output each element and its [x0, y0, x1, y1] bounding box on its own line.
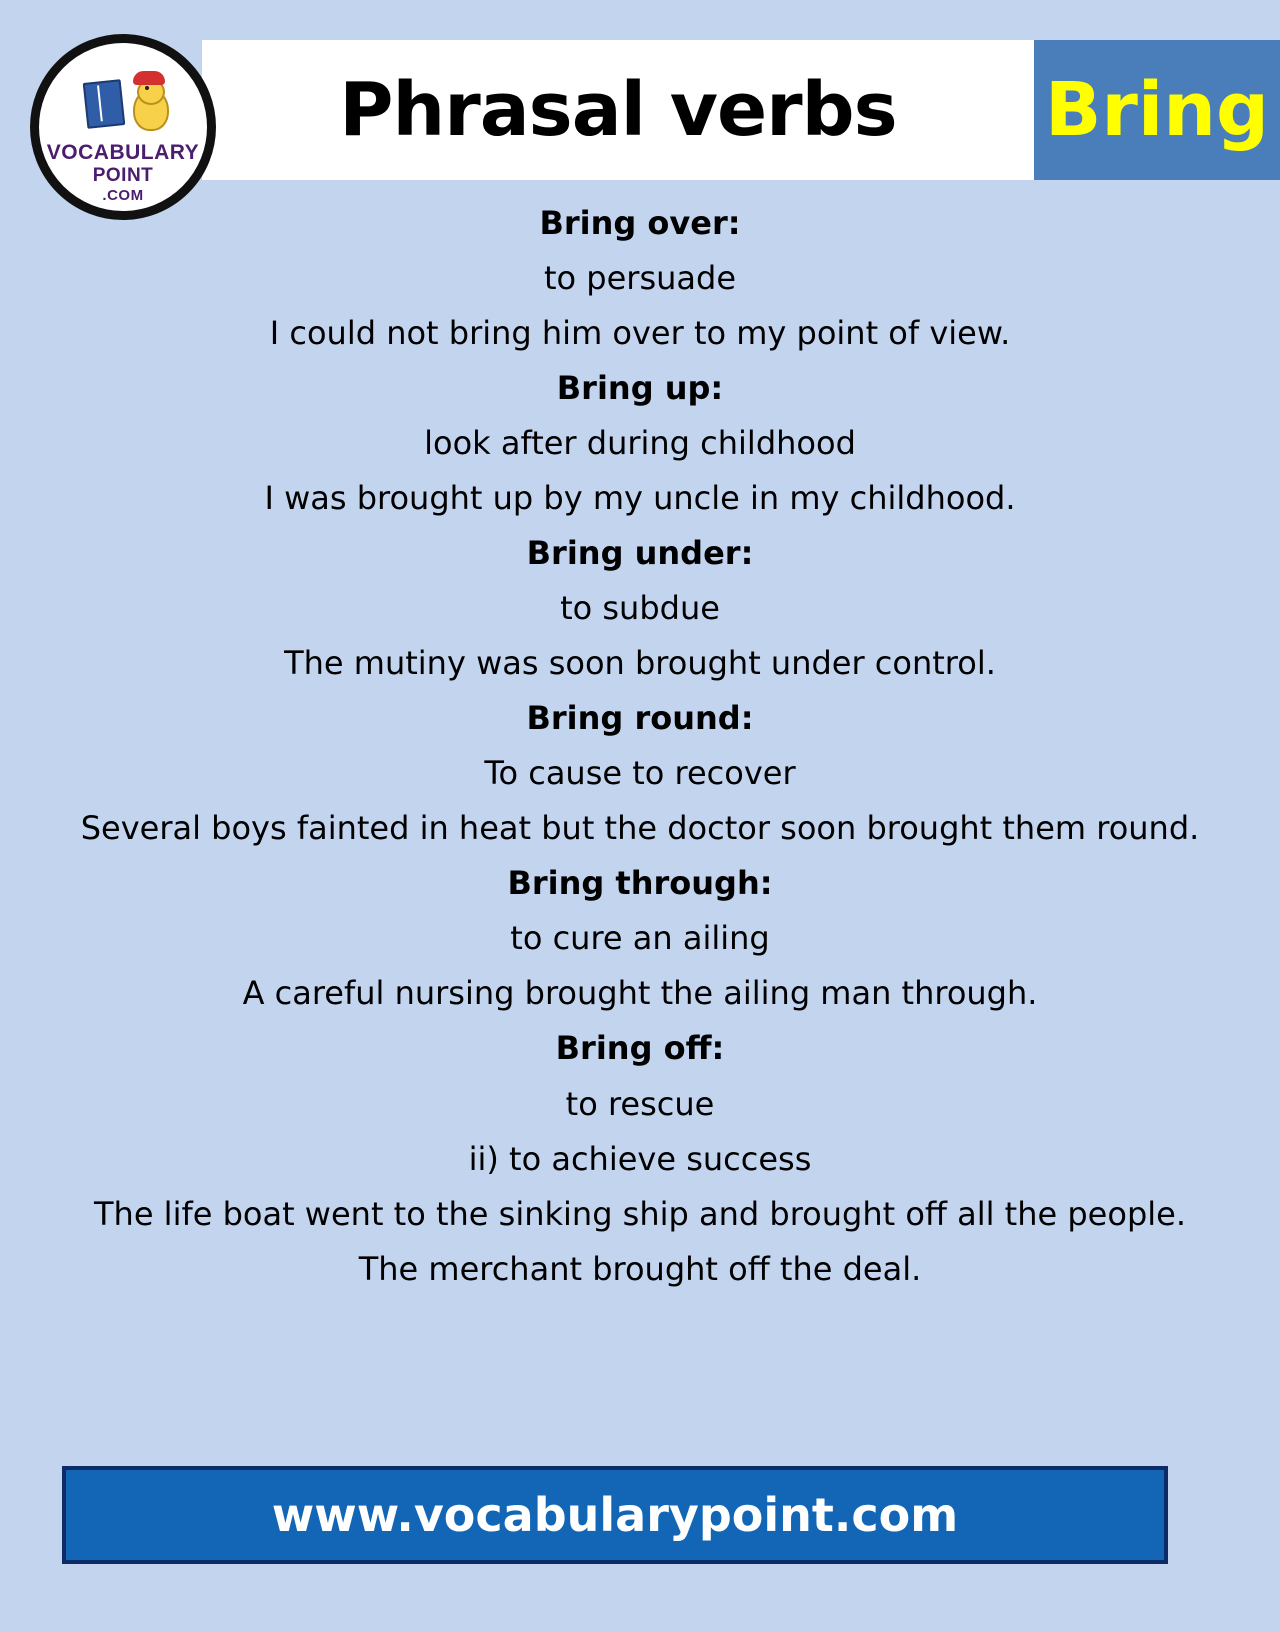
- logo-artwork: [39, 65, 207, 139]
- entry-term: Bring off:: [555, 1029, 725, 1068]
- entry-example: I could not bring him over to my point of view.: [269, 314, 1011, 353]
- list-item: [50, 691, 1230, 856]
- entry-meaning: to rescue: [565, 1084, 715, 1123]
- entry-meaning-secondary: ii) to achieve success: [468, 1139, 812, 1178]
- bird-cap-shape: [133, 71, 165, 85]
- title-accent-text: Bring: [1045, 67, 1269, 153]
- logo-line-2: POINT: [92, 165, 154, 186]
- entry-example-secondary: The merchant brought off the deal.: [358, 1249, 922, 1288]
- entry-example: The mutiny was soon brought under control.: [284, 644, 996, 683]
- list-item: [50, 856, 1230, 1021]
- entry-meaning: to persuade: [543, 259, 736, 298]
- footer-url-text: www.vocabularypoint.com: [271, 1488, 959, 1542]
- entry-example: Several boys fainted in heat but the doctor soon brought them round.: [80, 809, 1200, 848]
- title-accent: [1034, 40, 1280, 180]
- entry-example: A careful nursing brought the ailing man through.: [242, 974, 1038, 1013]
- list-item: [50, 196, 1230, 361]
- brand-logo: [30, 34, 216, 220]
- entry-meaning: look after during childhood: [424, 424, 856, 463]
- entry-meaning: to subdue: [560, 589, 720, 628]
- bird-eye-shape: [145, 86, 149, 90]
- list-item: [50, 1021, 1230, 1296]
- bird-icon: [127, 71, 171, 129]
- entry-meaning: To cause to recover: [484, 754, 796, 793]
- list-item: [50, 361, 1230, 526]
- footer-url-banner[interactable]: [62, 1466, 1168, 1564]
- entry-example: The life boat went to the sinking ship and brought off all the people.: [93, 1194, 1186, 1233]
- entry-term: Bring up:: [556, 369, 724, 408]
- book-icon: [83, 79, 126, 129]
- entry-meaning: to cure an ailing: [510, 919, 770, 958]
- entry-term: Bring over:: [539, 204, 741, 242]
- poster-header: [0, 34, 1280, 204]
- logo-line-1: VOCABULARY: [46, 141, 200, 164]
- entry-example: I was brought up by my uncle in my childhood.: [264, 479, 1016, 518]
- title-main-text: Phrasal verbs: [339, 67, 897, 153]
- entry-term: Bring round:: [526, 699, 754, 738]
- title-main: [202, 40, 1034, 180]
- entry-term: Bring under:: [526, 534, 754, 573]
- logo-line-3: .COM: [102, 187, 144, 204]
- title-bar: [202, 40, 1280, 180]
- entry-term: Bring through:: [507, 864, 773, 903]
- list-item: [50, 526, 1230, 691]
- entries-list: [50, 196, 1230, 1297]
